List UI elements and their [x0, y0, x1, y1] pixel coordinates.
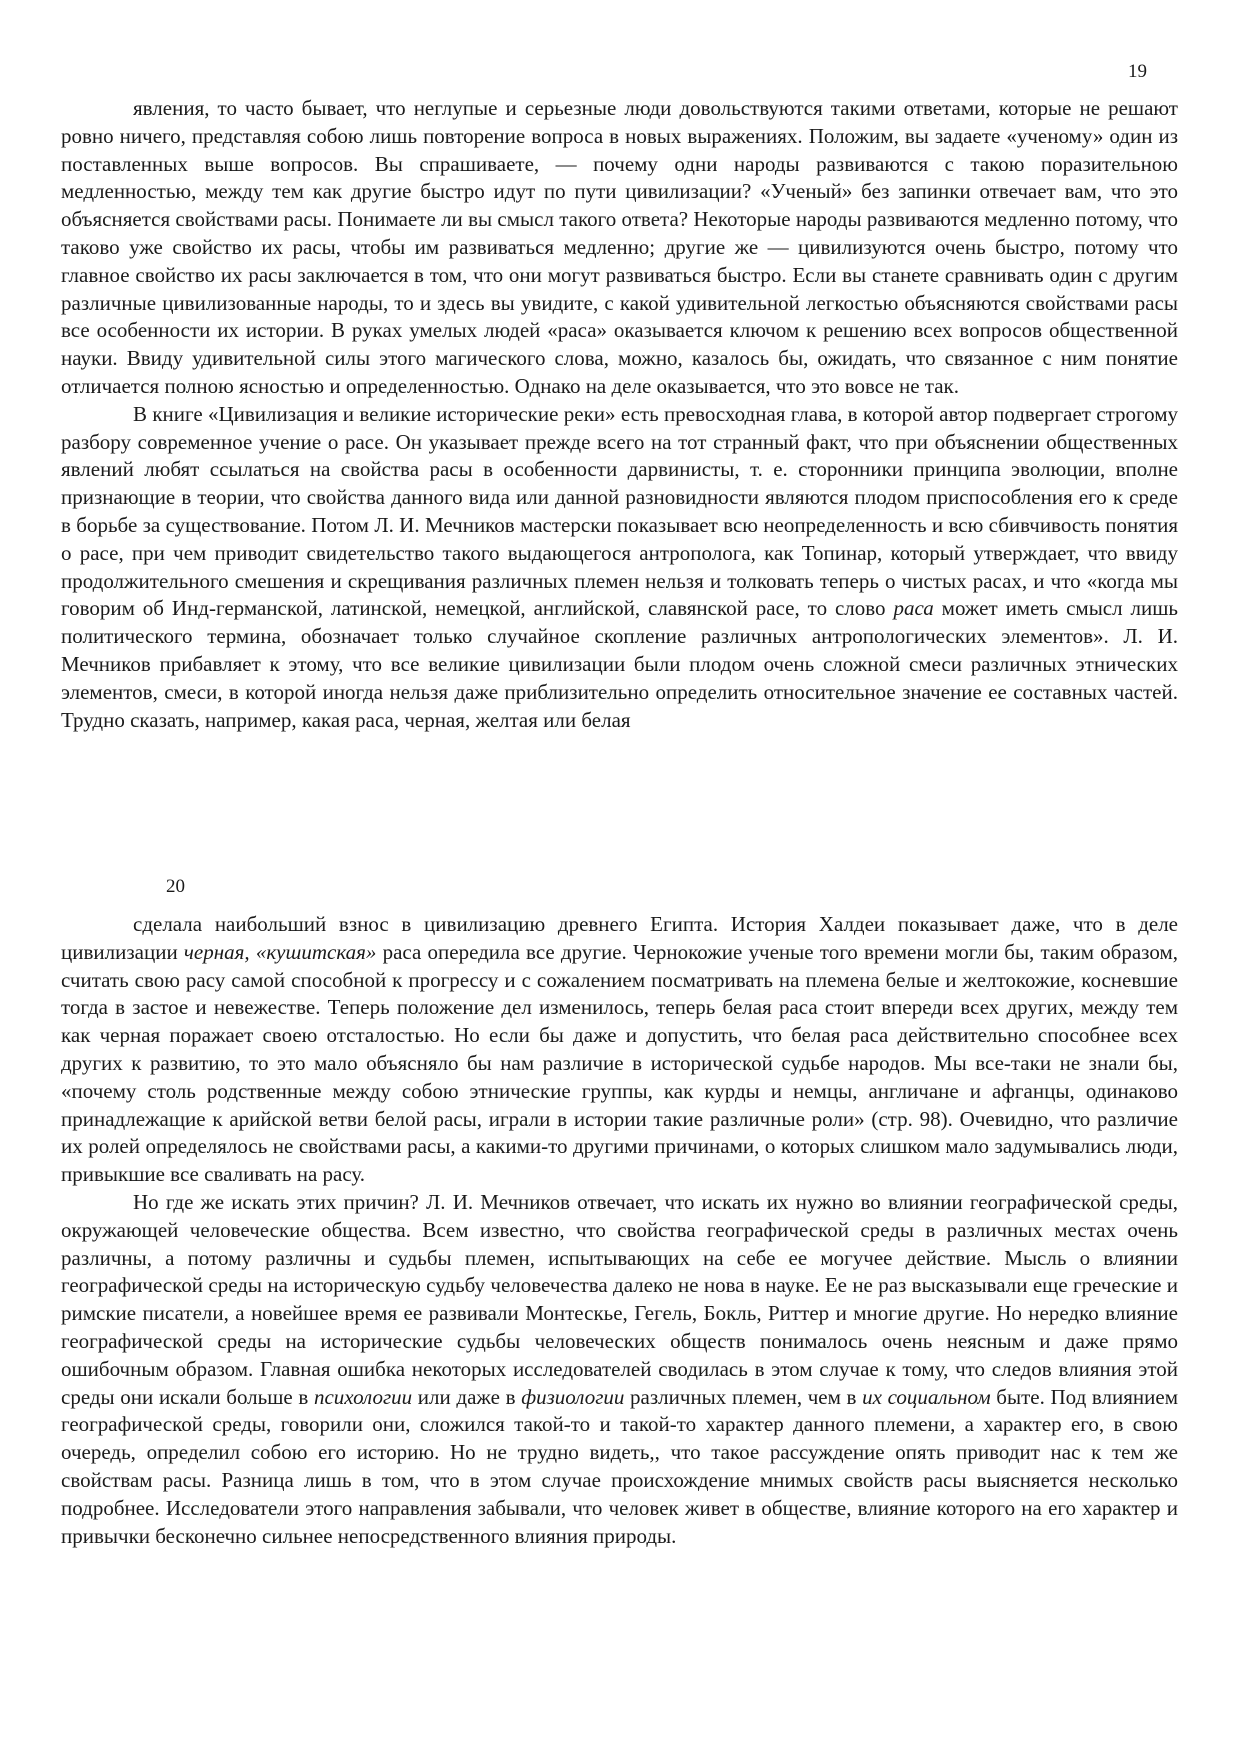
- text-block-page-20: [61, 911, 1178, 1550]
- italic-term: физиологии: [521, 1384, 625, 1409]
- text-run: различных племен, чем в: [624, 1384, 863, 1409]
- text-run: Но где же искать этих причин? Л. И. Мечников отвечает, что искать их нужно во влиянии географической среды, окружающей человеческие общества. Всем известно, что свойства географической среды в различных местах очень различны, а потому различны и судьбы племен, испытывающих на себе ее могучее действие. Мысль о влиянии географической среды на историческую судьбу человечества далеко не нова в науке. Ее не раз высказывали еще греческие и римские писатели, а новейшее время ее развивали Монтескье, Гегель, Бокль, Риттер и многие другие. Но нередко влияние географической среды на исторические судьбы человеческих обществ понималось очень неясным и даже прямо ошибочным образом. Главная ошибка некоторых исследователей сводилась в этом случае к тому, что следов влияния этой среды они искали больше в: [61, 1189, 1178, 1409]
- italic-term: психологии: [313, 1384, 413, 1409]
- paragraph: явления, то часто бывает, что неглупые и серьезные люди довольствуются такими ответами, которые не решают ровно ничего, представляя собою лишь повторение вопроса в новых выражениях. Положим, вы задаете «ученому» один из поставленных выше вопросов. Вы спрашиваете, — почему одни народы развиваются с такою поразительною медленностью, между тем как другие быстро идут по пути цивилизации? «Ученый» без запинки отвечает вам, что это объясняется свойствами расы. Понимаете ли вы смысл такого ответа? Некоторые народы развиваются медленно потому, что таково уже свойство их расы, чтобы им развиваться медленно; другие же — цивилизуются очень быстро, потому что главное свойство их расы заключается в том, что они могут развиваться быстро. Если вы станете сравнивать один с другим различные цивилизованные народы, то и здесь вы увидите, с какой удивительной легкостью объясняются свойствами расы все особенности их истории. В руках умелых людей «раса» оказывается ключом к решению всех вопросов общественной науки. Ввиду удивительной силы этого магического слова, можно, казалось бы, ожидать, что связанное с ним понятие отличается полною ясностью и определенностью. Однако на деле оказывается, что это вовсе не так.: [61, 96, 1178, 398]
- text-run: В книге «Цивилизация и великие исторические реки» есть превосходная глава, в которой автор подвергает строгому разбору современное учение о расе. Он указывает прежде всего на тот странный факт, что при объяснении общественных явлений любят ссылаться на свойства расы в особенности дарвинисты, т. е. сторонники принципа эволюции, вполне признающие в теории, что свойства данного вида или данной разновидности являются плодом приспособления его к среде в борьбе за существование. Потом Л. И. Мечников мастерски показывает всю неопределенность и всю сбивчивость понятия о расе, при чем приводит свидетельство такого выдающегося антрополога, как Топинар, который утверждает, что ввиду продолжительного смешения и скрещивания различных племен нельзя и толковать теперь о чистых расах, и что «когда мы говорим об Инд-германской, латинской, немецкой, английской, славянской расе, то слово: [61, 401, 1178, 621]
- italic-term: черная, «кушитская»: [183, 939, 377, 964]
- text-block-page-19: [61, 95, 1178, 734]
- text-run: раса опередила все другие. Чернокожие ученые того времени могли бы, таким образом, считать свою расу самой способной к прогрессу и с сожалением посматривать на племена белые и желтокожие, косневшие тогда в застое и невежестве. Теперь положение дел изменилось, теперь белая раса стоит впереди всех других, между тем как черная поражает своею отсталостью. Но если бы даже и допустить, что белая раса действительно способнее всех других к развитию, то это мало объясняло бы нам различие в исторической судьбе народов. Мы все-таки не знали бы, «почему столь родственные между собою этнические группы, как курды и немцы, англичане и афганцы, одинаково принадлежащие к арийской ветви белой расы, играли в истории такие различные роли» (стр. 98). Очевидно, что различие их ролей определялось не свойствами расы, а какими-то другими причинами, о которых слишком мало задумывались люди, привыкшие все сваливать на расу.: [61, 939, 1178, 1187]
- page-number-top: 19: [1128, 61, 1147, 82]
- paragraph: [61, 401, 1178, 735]
- text-run: может иметь смысл лишь политического термина, обозначает только случайное скопление различных антропологических элементов». Л. И. Мечников прибавляет к этому, что все великие цивилизации были плодом очень сложной смеси различных этнических элементов, смеси, в которой иногда нельзя даже приблизительно определить относительное значение ее составных частей. Трудно сказать, например, какая раса, черная, желтая или белая: [61, 596, 1178, 732]
- paragraph: [61, 1189, 1178, 1550]
- text-run: или даже в: [412, 1384, 522, 1409]
- text-run: сделала наибольший взнос в цивилизацию древнего Египта. История Халдеи показывает даже, что в деле цивилизации: [61, 912, 1178, 964]
- page-number-middle: 20: [166, 876, 185, 897]
- text-run: быте. Под влиянием географической среды, говорили они, сложился такой-то и такой-то характер данного племени, а характер его, в свою очередь, определил собою его историю. Но не трудно видеть,, что такое рассуждение опять приводит нас к тем же свойствам расы. Разница лишь в том, что в этом случае происхождение мнимых свойств расы выясняется несколько подробнее. Исследователи этого направления забывали, что человек живет в обществе, влияние которого на его характер и привычки бесконечно сильнее непосредственного влияния природы.: [61, 1384, 1179, 1548]
- paragraph: [61, 911, 1178, 1189]
- italic-term: их социальном: [862, 1384, 991, 1409]
- italic-term: раса: [893, 596, 934, 621]
